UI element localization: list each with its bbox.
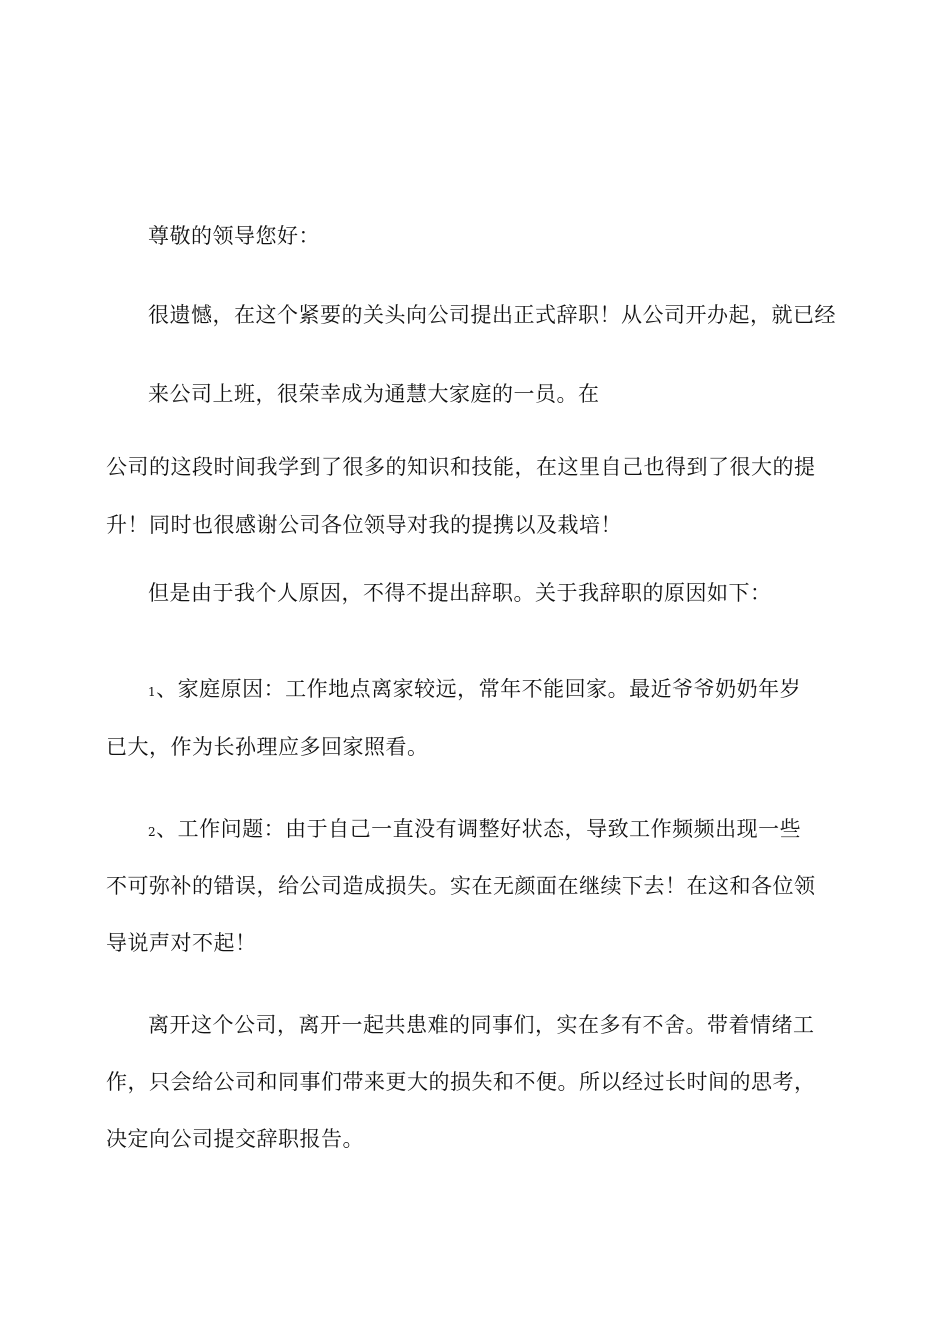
reason-2-line-1 [148,815,801,846]
paragraph-2-line-2: 升！同时也很感谢公司各位领导对我的提携以及栽培！ [106,513,622,537]
paragraph-3: 但是由于我个人原因，不得不提出辞职。关于我辞职的原因如下： [148,581,772,605]
paragraph-2-line-1: 公司的这段时间我学到了很多的知识和技能，在这里自己也得到了很大的提 [106,455,816,479]
paragraph-4-line-1: 离开这个公司，离开一起共患难的同事们，实在多有不舍。带着情绪工 [148,1013,815,1037]
paragraph-4-line-2: 作，只会给公司和同事们带来更大的损失和不便。所以经过长时间的思考， [106,1070,816,1094]
reason-1-line-2: 已大，作为长孙理应多回家照看。 [106,735,429,759]
paragraph-4-line-3: 决定向公司提交辞职报告。 [106,1127,364,1151]
reason-2-text: 、工作问题：由于自己一直没有调整好状态，导致工作频频出现一些 [156,817,802,841]
reason-2-line-3: 导说声对不起！ [106,931,257,955]
reason-1-text: 、家庭原因：工作地点离家较远，常年不能回家。最近爷爷奶奶年岁 [156,677,802,701]
reason-2-line-2: 不可弥补的错误，给公司造成损失。实在无颜面在继续下去！在这和各位领 [106,874,816,898]
salutation: 尊敬的领导您好： [148,224,320,248]
paragraph-1-line-2: 来公司上班，很荣幸成为通慧大家庭的一员。在 [148,382,600,406]
reason-2-number: 2 [148,825,157,839]
reason-1-line-1 [148,675,801,706]
reason-1-number: 1 [148,685,157,699]
paragraph-1-line-1: 很遗憾，在这个紧要的关头向公司提出正式辞职！从公司开办起，就已经 [148,303,836,327]
